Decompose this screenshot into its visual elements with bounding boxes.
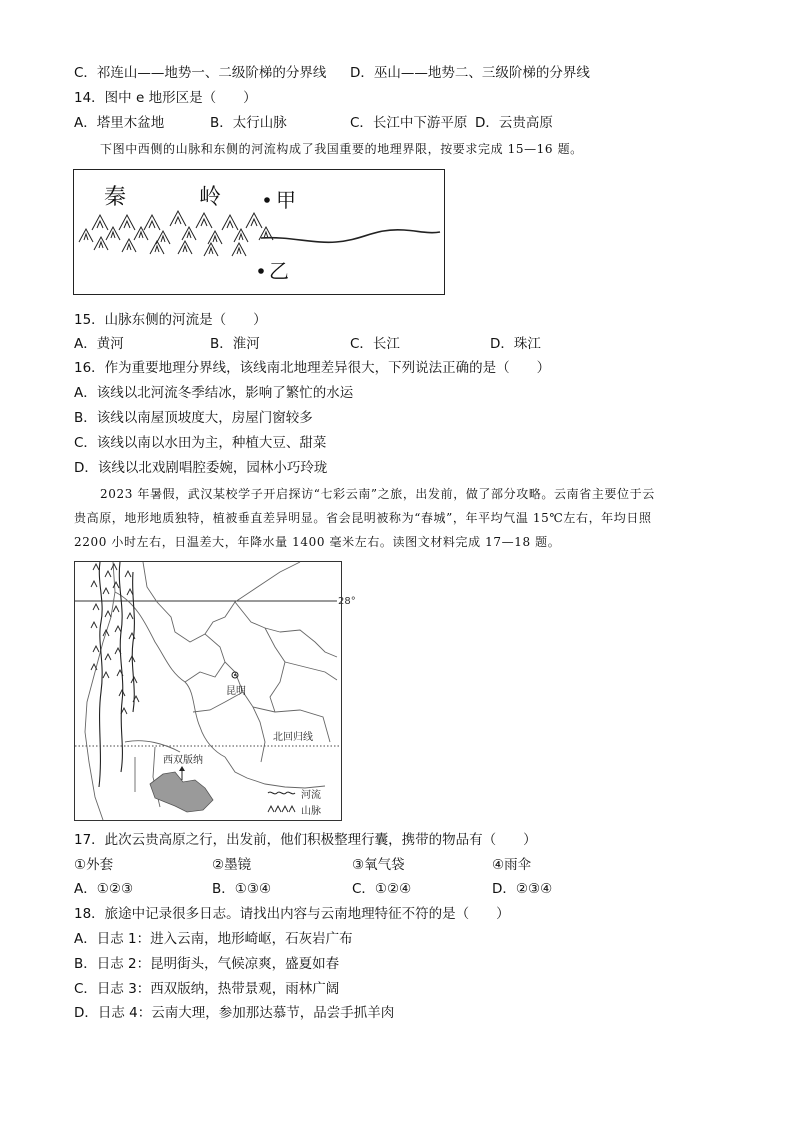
q17-option-d: D．②③④ xyxy=(492,881,553,897)
q18-option-c: C．日志 3：西双版纳，热带景观，雨林广阔 xyxy=(74,981,340,997)
intro-15-16: 下图中西侧的山脉和东侧的河流构成了我国重要的地理界限，按要求完成 15—16 题。 xyxy=(100,142,583,156)
xishuangbanna-arrow-head xyxy=(179,766,185,771)
point-yi-dot xyxy=(258,268,264,274)
q16-option-a: A．该线以北河流冬季结冰，影响了繁忙的水运 xyxy=(74,385,354,401)
yunnan-map-svg xyxy=(75,562,356,820)
q17-item-1: ①外套 xyxy=(74,857,114,873)
legend-mountain-symbol xyxy=(268,806,295,812)
label-ling: 岭 xyxy=(199,185,222,210)
q16-option-b: B．该线以南屋顶坡度大，房屋门窗较多 xyxy=(74,410,313,426)
q15-option-b: B．淮河 xyxy=(210,336,260,352)
intro-17-18-line3: 2200 小时左右，日温差大，年降水量 1400 毫米左右。读图文材料完成 17—18 题。 xyxy=(74,535,561,549)
q17-item-3: ③氧气袋 xyxy=(352,857,405,873)
legend-river-symbol xyxy=(268,792,295,794)
q17-option-b: B．①③④ xyxy=(212,881,272,897)
qinling-huaihe-svg xyxy=(74,170,443,293)
legend-mountain-label: 山脉 xyxy=(301,806,321,817)
q16-stem: 16．作为重要地理分界线，该线南北地理差异很大，下列说法正确的是（ ） xyxy=(74,360,551,376)
q13-option-d: D．巫山——地势二、三级阶梯的分界线 xyxy=(350,65,590,81)
q13-option-c: C．祁连山——地势一、二级阶梯的分界线 xyxy=(74,65,327,81)
q15-option-a: A．黄河 xyxy=(74,336,124,352)
q18-option-d: D．日志 4：云南大理，参加那达慕节，品尝手抓羊肉 xyxy=(74,1005,395,1021)
q17-item-4: ④雨伞 xyxy=(492,857,532,873)
q18-option-a: A．日志 1：进入云南，地形崎岖，石灰岩广布 xyxy=(74,931,353,947)
q17-option-a: A．①②③ xyxy=(74,881,134,897)
mountain-symbols xyxy=(79,211,273,256)
q18-option-b: B．日志 2：昆明街头，气候凉爽，盛夏如春 xyxy=(74,956,340,972)
q16-option-c: C．该线以南以水田为主，种植大豆、甜菜 xyxy=(74,435,327,451)
q17-item-2: ②墨镜 xyxy=(212,857,252,873)
tropic-of-cancer-label: 北回归线 xyxy=(273,732,313,743)
yunnan-map-figure xyxy=(74,561,356,821)
huaihe-river-line xyxy=(261,230,440,243)
q17-option-c: C．①②④ xyxy=(352,881,412,897)
label-qin: 秦 xyxy=(104,185,127,210)
q15-option-d: D．珠江 xyxy=(490,336,541,352)
q15-option-c: C．长江 xyxy=(350,336,400,352)
q16-option-d: D．该线以北戏剧唱腔委婉，园林小巧玲珑 xyxy=(74,460,328,476)
q14-stem: 14．图中 e 地形区是（ ） xyxy=(74,90,257,106)
label-jia: 甲 xyxy=(276,188,296,212)
xishuangbanna-label: 西双版纳 xyxy=(163,755,203,766)
q17-stem: 17．此次云贵高原之行，出发前，他们积极整理行囊，携带的物品有（ ） xyxy=(74,832,537,848)
intro-17-18-line2: 贵高原，地形地质独特，植被垂直差异明显。省会昆明被称为“春城”，年平均气温 15℃左右，年均日照 xyxy=(74,511,652,525)
qinling-huaihe-figure xyxy=(73,169,445,295)
q14-option-c: C．长江中下游平原 xyxy=(350,115,468,131)
latitude-28-label: 28° xyxy=(338,596,356,607)
q14-option-d: D．云贵高原 xyxy=(475,115,553,131)
q18-stem: 18．旅途中记录很多日志。请找出内容与云南地理特征不符的是（ ） xyxy=(74,906,510,922)
kunming-marker-center xyxy=(234,674,236,676)
point-jia-dot xyxy=(264,197,270,203)
q14-option-a: A．塔里木盆地 xyxy=(74,115,165,131)
intro-17-18-line1: 2023 年暑假，武汉某校学子开启探访“七彩云南”之旅，出发前，做了部分攻略。云南省主要位于云 xyxy=(100,487,655,501)
q15-stem: 15．山脉东侧的河流是（ ） xyxy=(74,312,267,328)
label-yi: 乙 xyxy=(269,259,289,283)
q14-option-b: B．太行山脉 xyxy=(210,115,287,131)
kunming-label: 昆明 xyxy=(226,686,246,697)
legend-river-label: 河流 xyxy=(301,790,321,801)
